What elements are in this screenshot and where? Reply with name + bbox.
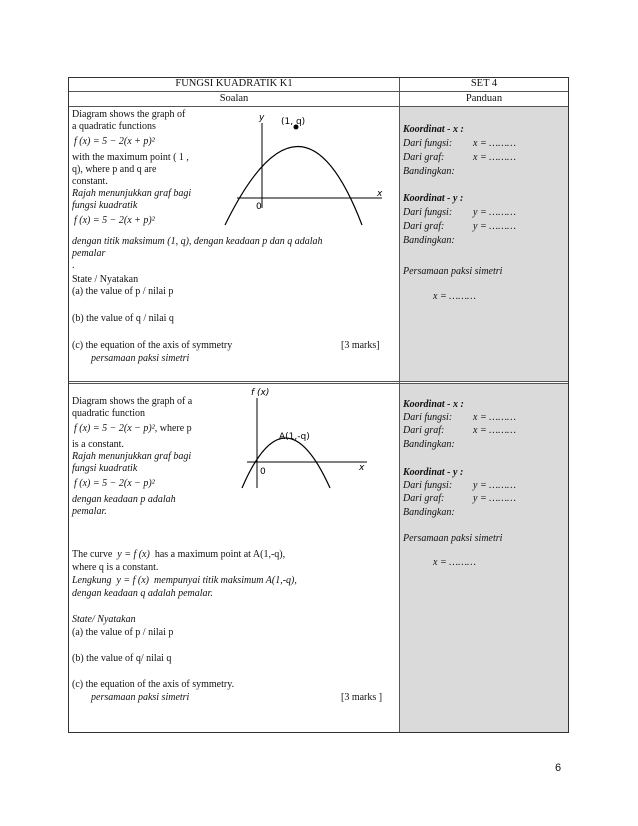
q1-part-c-my: persamaan paksi simetri: [91, 353, 190, 364]
q1-parabola: [225, 147, 362, 226]
q2-curve-my-b: mempunyai titik maksimum A(1,-q),: [154, 575, 297, 586]
q2-my-line2: fungsi kuadratik: [72, 463, 138, 474]
q2-curve-eq: y = f (x): [117, 549, 150, 560]
g1-ky-graf-value: y = ………: [473, 221, 516, 232]
g1-paksi-value: x = ………: [433, 291, 476, 302]
g1-kx-graf-label: Dari graf:: [403, 152, 445, 163]
column-divider: [399, 78, 400, 732]
q2-marks: [3 marks ]: [341, 692, 383, 703]
q2-point-label: A(1,-q): [279, 432, 310, 442]
g2-koordinat-x: Koordinat - x :: [403, 399, 464, 410]
worksheet-table: [68, 77, 569, 733]
q2-curve-line3: [72, 575, 297, 587]
q2-equation-my: f (x) = 5 − 2(x − p)²: [74, 478, 155, 489]
q2-state: State/ Nyatakan: [72, 614, 136, 625]
q1-my-line1: Rajah menunjukkan graf bagi: [72, 188, 192, 199]
q2-line2: quadratic function: [72, 408, 146, 419]
q2-my-line4: pemalar.: [72, 506, 107, 517]
g2-ky-fungsi-label: Dari fungsi:: [403, 480, 453, 491]
q1-origin: 0: [256, 202, 262, 212]
q2-my-line1: Rajah menunjukkan graf bagi: [72, 451, 192, 462]
q1-line5: constant.: [72, 176, 108, 187]
q2-equation-line: [74, 423, 192, 435]
q2-curve-my-a: Lengkung: [72, 575, 112, 586]
g2-koordinat-y: Koordinat - y :: [403, 467, 464, 478]
q2-line1: Diagram shows the graph of a: [72, 396, 193, 407]
set-label: SET 4: [470, 78, 498, 89]
g1-ky-fungsi-label: Dari fungsi:: [403, 207, 453, 218]
q1-part-b: (b) the value of q / nilai q: [72, 313, 174, 324]
q1-my-line2: fungsi kuadratik: [72, 200, 138, 211]
q2-part-b: (b) the value of q/ nilai q: [72, 653, 172, 664]
q2-x-label: x: [359, 463, 365, 473]
col-soalan: Soalan: [219, 93, 249, 104]
g2-ky-graf-value: y = ………: [473, 493, 516, 504]
q2-curve-line1: [72, 549, 285, 561]
q2-curve-line2: where q is a constant.: [72, 562, 159, 573]
q1-part-c: (c) the equation of the axis of symmetry: [72, 340, 233, 351]
g2-ky-bandingkan: Bandingkan:: [403, 507, 455, 518]
g2-kx-graf-label: Dari graf:: [403, 425, 445, 436]
g2-kx-bandingkan: Bandingkan:: [403, 439, 455, 450]
q2-equation-tail: , where p: [154, 423, 192, 434]
q2-part-c: (c) the equation of the axis of symmetry.: [72, 679, 235, 690]
g1-ky-fungsi-value: y = ………: [473, 207, 516, 218]
q1-x-label: x: [377, 189, 383, 199]
q1-dot: .: [72, 260, 75, 271]
g1-kx-graf-value: x = ………: [473, 152, 516, 163]
header-divider: [69, 91, 568, 92]
q2-origin: 0: [260, 467, 266, 477]
g2-paksi-value: x = ………: [433, 557, 476, 568]
page-number: 6: [555, 762, 562, 774]
g2-paksi-simetri: Persamaan paksi simetri: [403, 533, 503, 544]
q1-equation-my: f (x) = 5 − 2(x + p)²: [74, 215, 155, 226]
title: FUNGSI KUADRATIK K1: [175, 78, 293, 89]
subheader-divider: [69, 106, 568, 107]
g1-kx-fungsi-value: x = ………: [473, 138, 516, 149]
q2-part-c-my: persamaan paksi simetri: [91, 692, 190, 703]
q1-equation: f (x) = 5 − 2(x + p)²: [74, 136, 155, 147]
q1-line4: q), where p and q are: [72, 164, 157, 175]
q2-curve-line4: dengan keadaan q adalah pemalar.: [72, 588, 213, 599]
g2-ky-graf-label: Dari graf:: [403, 493, 445, 504]
q1-point-label: (1, q): [281, 117, 306, 127]
q1-my-line4: pemalar: [72, 248, 106, 259]
q2-part-a: (a) the value of p / nilai p: [72, 627, 174, 638]
q2-curve-my-eq: y = f (x): [116, 575, 150, 586]
q2-curve-text-b: has a maximum point at A(1,-q),: [154, 549, 286, 560]
q2-my-line3: dengan keadaan p adalah: [72, 494, 176, 505]
q2-curve-text-a: The curve: [72, 549, 113, 560]
g1-paksi-simetri: Persamaan paksi simetri: [403, 266, 503, 277]
q1-line1: Diagram shows the graph of: [72, 109, 186, 120]
q2-line3: is a constant.: [72, 439, 124, 450]
g2-kx-fungsi-value: x = ………: [473, 412, 516, 423]
q2-equation: f (x) = 5 − 2(x − p)²: [74, 423, 155, 434]
q1-line3: with the maximum point ( 1 ,: [72, 152, 189, 163]
q2-y-label: f (x): [251, 388, 270, 398]
q1-my-line3: dengan titik maksimum (1, q), dengan keadaan p dan q adalah: [72, 236, 323, 247]
g1-kx-bandingkan: Bandingkan:: [403, 166, 455, 177]
q1-part-a: (a) the value of p / nilai p: [72, 286, 174, 297]
q2-graph: [237, 383, 377, 493]
q2-parabola: [242, 438, 330, 488]
g2-ky-fungsi-value: y = ………: [473, 480, 516, 491]
g2-kx-graf-value: x = ………: [473, 425, 516, 436]
q1-y-label: y: [259, 113, 265, 123]
q1-line2: a quadratic functions: [72, 121, 156, 132]
g2-kx-fungsi-label: Dari fungsi:: [403, 412, 453, 423]
q1-graph: [217, 108, 392, 238]
g1-kx-fungsi-label: Dari fungsi:: [403, 138, 453, 149]
g1-ky-bandingkan: Bandingkan:: [403, 235, 455, 246]
g1-koordinat-x: Koordinat - x :: [403, 124, 464, 135]
g1-ky-graf-label: Dari graf:: [403, 221, 445, 232]
q1-marks: [3 marks]: [341, 340, 380, 351]
g1-koordinat-y: Koordinat - y :: [403, 193, 464, 204]
q1-state: State / Nyatakan: [72, 274, 139, 285]
col-panduan: Panduan: [465, 93, 503, 104]
